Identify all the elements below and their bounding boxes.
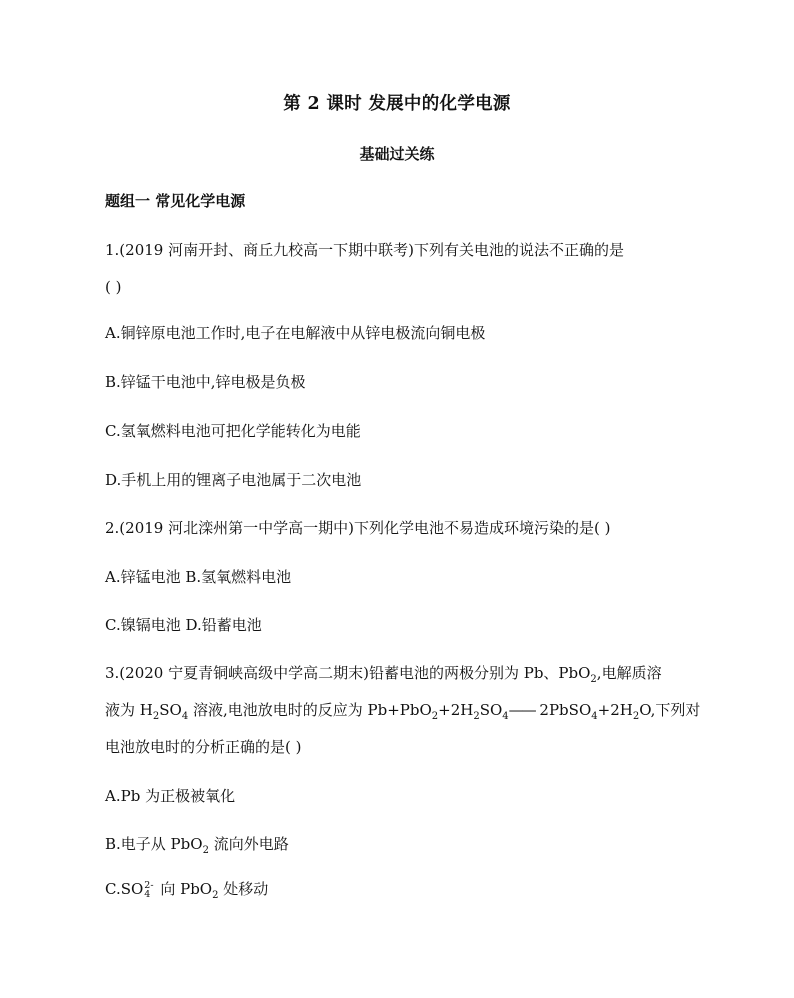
q2-stem: 2.(2019 河北滦州第一中学高一期中)下列化学电池不易造成环境污染的是( ) [105,519,611,537]
q2-options-ab: A.锌锰电池 B.氢氧燃料电池 [105,568,292,586]
group-heading: 题组一 常见化学电源 [105,192,246,210]
q3-stem-line1: 3.(2020 宁夏青铜峡高级中学高二期末)铅蓄电池的两极分别为 Pb、PbO$_2$,电解质溶 [105,664,662,685]
q1-option-a: A.铜锌原电池工作时,电子在电解液中从锌电极流向铜电极 [105,324,486,342]
q1-option-c: C.氢氧燃料电池可把化学能转化为电能 [105,422,361,440]
q1-option-b: B.锌锰干电池中,锌电极是负极 [105,373,306,391]
q1-answer-paren: ( ) [105,278,122,296]
q2-options-cd: C.镍镉电池 D.铅蓄电池 [105,616,262,634]
reaction-equals-sign: —— [508,701,535,719]
q1-option-d: D.手机上用的锂离子电池属于二次电池 [105,471,362,489]
section-subtitle: 基础过关练 [359,145,435,163]
lesson-title: 第 2 课时 发展中的化学电源 [283,94,511,114]
q3-option-a: A.Pb 为正极被氧化 [105,787,236,805]
q3-option-c: C.SO 2- 4 向 PbO$_2$ 处移动 [105,880,269,901]
q3-stem-line3: 电池放电时的分析正确的是( ) [105,738,302,756]
q1-stem: 1.(2019 河南开封、商丘九校高一下期中联考)下列有关电池的说法不正确的是 [105,241,624,259]
sulfate-charge-stack: 2- 4 [144,880,154,900]
q3-option-b: B.电子从 PbO$_2$ 流向外电路 [105,835,289,856]
q3-stem-line2: 液为 $H_2SO_4$ 溶液,电池放电时的反应为 $Pb+PbO_2+2H_2SO_4——$ $2PbSO_4+2H_2O$,下列对 [105,701,701,722]
